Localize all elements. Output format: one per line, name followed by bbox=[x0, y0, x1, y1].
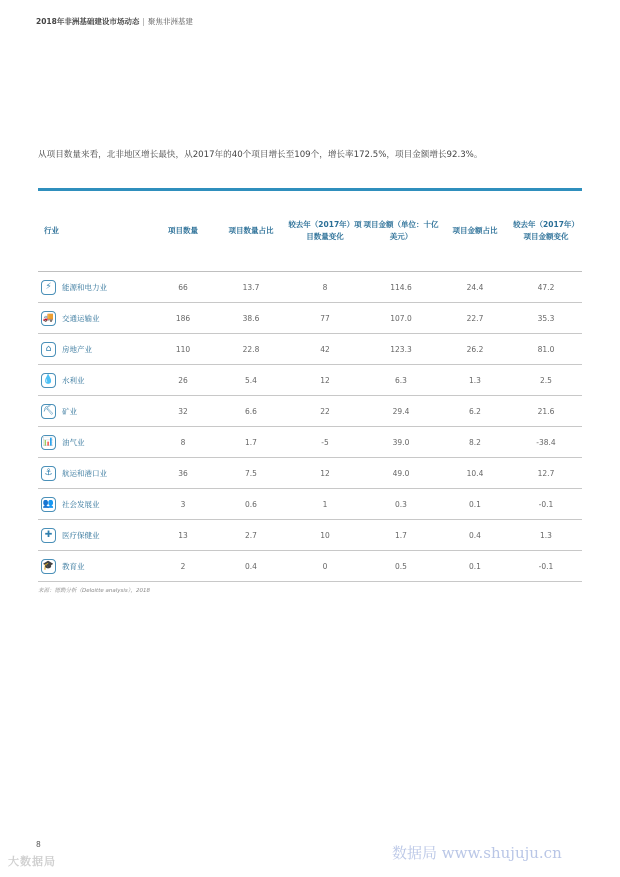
industry-label: 能源和电力业 bbox=[62, 282, 107, 292]
industry-cell bbox=[38, 342, 152, 357]
table-row bbox=[38, 520, 582, 551]
amount-share-cell: 22.7 bbox=[466, 313, 484, 323]
col-header-amount-change: 较去年（2017年）项目金额变化 bbox=[513, 220, 579, 241]
count-share-cell: 1.7 bbox=[245, 437, 257, 447]
industry-table bbox=[38, 191, 582, 582]
count-change-cell: 8 bbox=[322, 282, 328, 292]
running-header bbox=[36, 16, 193, 27]
amount-share-cell: 8.2 bbox=[469, 437, 481, 447]
watermark-right: 数据局 www.shujuju.cn bbox=[392, 844, 562, 862]
amount-change-cell: -0.1 bbox=[538, 499, 554, 509]
port-icon: ⚓ bbox=[41, 466, 56, 481]
amount-change-cell: 21.6 bbox=[537, 406, 555, 416]
count-change-cell: 1 bbox=[322, 499, 328, 509]
amount-change-cell: -0.1 bbox=[538, 561, 554, 571]
amount-change-cell: 35.3 bbox=[537, 313, 555, 323]
amount-cell: 49.0 bbox=[392, 468, 410, 478]
industry-label: 油气业 bbox=[62, 437, 85, 447]
industry-cell bbox=[38, 528, 152, 543]
amount-change-cell: 2.5 bbox=[540, 375, 552, 385]
count-cell: 186 bbox=[175, 313, 191, 323]
table-row bbox=[38, 365, 582, 396]
amount-cell: 0.3 bbox=[395, 499, 407, 509]
amount-change-cell: 47.2 bbox=[537, 282, 555, 292]
amount-cell: 107.0 bbox=[390, 313, 412, 323]
amount-change-cell: 1.3 bbox=[540, 530, 552, 540]
table-row bbox=[38, 458, 582, 489]
industry-label: 水利业 bbox=[62, 375, 85, 385]
count-share-cell: 5.4 bbox=[245, 375, 257, 385]
industry-label: 矿业 bbox=[62, 406, 77, 416]
amount-share-cell: 6.2 bbox=[469, 406, 481, 416]
industry-cell bbox=[38, 435, 152, 450]
col-header-count-change: 较去年（2017年）项目数量变化 bbox=[288, 220, 362, 241]
industry-label: 医疗保健业 bbox=[62, 530, 100, 540]
count-share-cell: 22.8 bbox=[242, 344, 260, 354]
count-share-cell: 13.7 bbox=[242, 282, 260, 292]
count-cell: 2 bbox=[180, 561, 186, 571]
industry-label: 教育业 bbox=[62, 561, 85, 571]
count-cell: 36 bbox=[178, 468, 188, 478]
amount-cell: 0.5 bbox=[395, 561, 407, 571]
col-header-industry: 行业 bbox=[44, 226, 59, 236]
table-row bbox=[38, 272, 582, 303]
amount-share-cell: 0.4 bbox=[469, 530, 481, 540]
amount-share-cell: 1.3 bbox=[469, 375, 481, 385]
count-share-cell: 0.6 bbox=[245, 499, 257, 509]
source-note: 来源：德勤分析（Deloitte analysis），2018 bbox=[38, 588, 151, 594]
industry-cell bbox=[38, 497, 152, 512]
table-header-row bbox=[38, 191, 582, 272]
count-change-cell: -5 bbox=[321, 437, 329, 447]
water-drop-icon: 💧 bbox=[41, 373, 56, 388]
table-body bbox=[38, 272, 582, 582]
header-title: 2018年非洲基础建设市场动态 bbox=[36, 17, 140, 26]
count-change-cell: 10 bbox=[320, 530, 330, 540]
mining-icon: ⛏ bbox=[41, 404, 56, 419]
watermark-left: 大数据局 bbox=[8, 855, 56, 868]
amount-change-cell: 81.0 bbox=[537, 344, 555, 354]
amount-cell: 29.4 bbox=[392, 406, 410, 416]
amount-share-cell: 26.2 bbox=[466, 344, 484, 354]
industry-label: 交通运输业 bbox=[62, 313, 100, 323]
oil-gas-icon: 📊 bbox=[41, 435, 56, 450]
industry-cell bbox=[38, 373, 152, 388]
ambulance-icon: ✚ bbox=[41, 528, 56, 543]
count-share-cell: 6.6 bbox=[245, 406, 257, 416]
table-row bbox=[38, 489, 582, 520]
amount-change-cell: 12.7 bbox=[537, 468, 555, 478]
table-row bbox=[38, 427, 582, 458]
people-icon: 👥 bbox=[41, 497, 56, 512]
count-share-cell: 0.4 bbox=[245, 561, 257, 571]
count-cell: 66 bbox=[178, 282, 188, 292]
industry-cell bbox=[38, 280, 152, 295]
count-cell: 13 bbox=[178, 530, 188, 540]
amount-share-cell: 10.4 bbox=[466, 468, 484, 478]
count-cell: 26 bbox=[178, 375, 188, 385]
industry-label: 航运和港口业 bbox=[62, 468, 107, 478]
industry-cell bbox=[38, 466, 152, 481]
count-change-cell: 0 bbox=[322, 561, 328, 571]
page-number: 8 bbox=[36, 840, 41, 849]
count-cell: 8 bbox=[180, 437, 186, 447]
transport-icon: 🚚 bbox=[41, 311, 56, 326]
col-header-count-share: 项目数量占比 bbox=[228, 226, 274, 236]
amount-cell: 6.3 bbox=[395, 375, 407, 385]
count-share-cell: 2.7 bbox=[245, 530, 257, 540]
industry-label: 房地产业 bbox=[62, 344, 92, 354]
count-cell: 110 bbox=[175, 344, 191, 354]
industry-cell bbox=[38, 311, 152, 326]
amount-change-cell: -38.4 bbox=[536, 437, 556, 447]
power-icon: ⚡ bbox=[41, 280, 56, 295]
amount-cell: 123.3 bbox=[390, 344, 412, 354]
count-change-cell: 12 bbox=[320, 375, 330, 385]
amount-share-cell: 0.1 bbox=[469, 561, 481, 571]
table-row bbox=[38, 334, 582, 365]
table-row bbox=[38, 396, 582, 427]
count-change-cell: 12 bbox=[320, 468, 330, 478]
count-share-cell: 38.6 bbox=[242, 313, 260, 323]
table-row bbox=[38, 551, 582, 582]
amount-cell: 114.6 bbox=[390, 282, 412, 292]
count-share-cell: 7.5 bbox=[245, 468, 257, 478]
intro-paragraph: 从项目数量来看，北非地区增长最快，从2017年的40个项目增长至109个，增长率172.5%，项目金额增长92.3%。 bbox=[38, 150, 483, 160]
amount-share-cell: 0.1 bbox=[469, 499, 481, 509]
amount-cell: 1.7 bbox=[395, 530, 407, 540]
count-change-cell: 42 bbox=[320, 344, 330, 354]
col-header-count: 项目数量 bbox=[168, 226, 198, 236]
count-cell: 32 bbox=[178, 406, 188, 416]
count-change-cell: 77 bbox=[320, 313, 330, 323]
count-change-cell: 22 bbox=[320, 406, 330, 416]
industry-cell bbox=[38, 559, 152, 574]
header-separator: | bbox=[142, 17, 145, 26]
amount-share-cell: 24.4 bbox=[466, 282, 484, 292]
graduation-cap-icon: 🎓 bbox=[41, 559, 56, 574]
table-row bbox=[38, 303, 582, 334]
industry-label: 社会发展业 bbox=[62, 499, 100, 509]
col-header-amount-share: 项目金额占比 bbox=[452, 226, 498, 236]
header-section: 聚焦非洲基建 bbox=[147, 17, 193, 26]
industry-cell bbox=[38, 404, 152, 419]
count-cell: 3 bbox=[180, 499, 186, 509]
amount-cell: 39.0 bbox=[392, 437, 410, 447]
col-header-amount: 项目金额（单位：十亿美元） bbox=[363, 220, 439, 241]
real-estate-icon: ⌂ bbox=[41, 342, 56, 357]
